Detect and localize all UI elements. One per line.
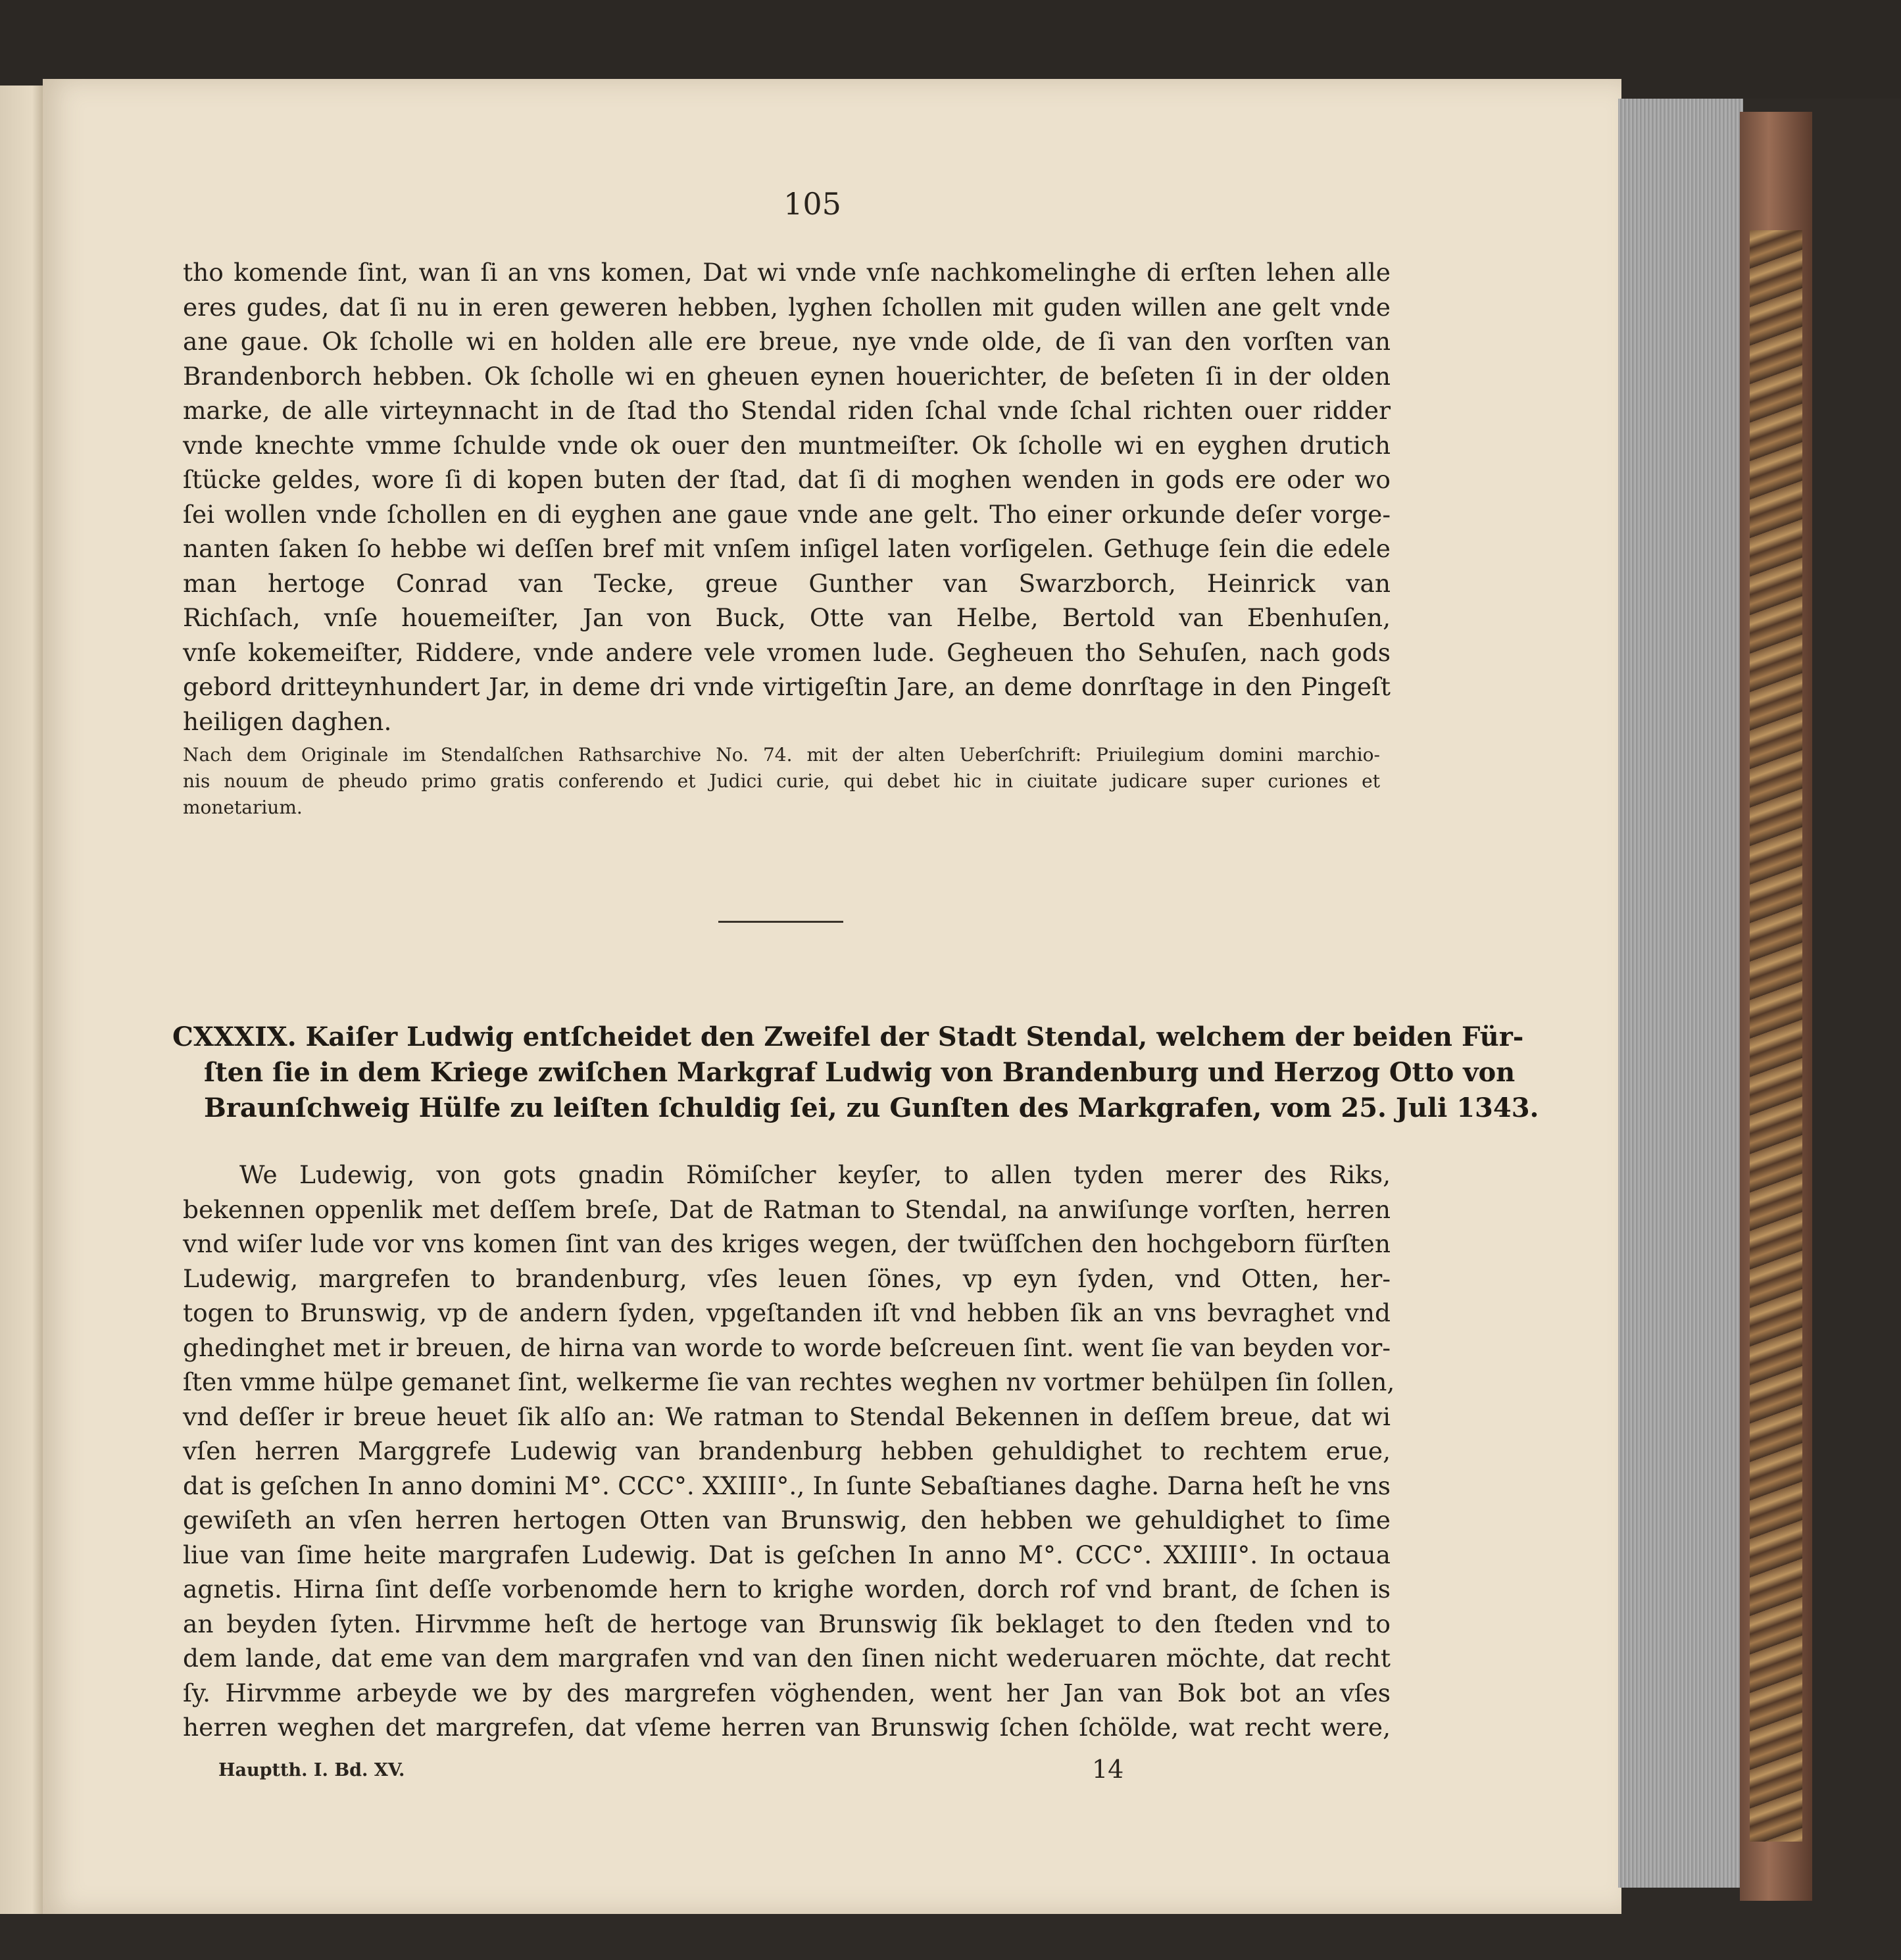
text-line: agnetis. Hirna ſint deſſe vorbenomde hern to krighe worden, dorch rof vnd brant, de ſchen is <box>183 1575 1391 1604</box>
text-line: Richſach, vnſe houemeiſter, Jan von Buck, Otte van Helbe, Bertold van Ebenhuſen, <box>183 603 1391 632</box>
page-number: 105 <box>783 186 841 222</box>
text-line: eres gudes, dat ſi nu in eren geweren hebben, lyghen ſchollen mit guden willen ane gelt vnde <box>183 292 1391 322</box>
text-line: man hertoge Conrad van Tecke, greue Gunther van Swarzborch, Heinrick van <box>183 568 1391 598</box>
text-line: vnſe kokemeiſter, Riddere, vnde andere vele vromen lude. Gegheuen tho Sehuſen, nach gods <box>183 637 1391 667</box>
paragraph-charter-text <box>183 1158 1395 1745</box>
note-line: Nach dem Originale im Stendalſchen Rathsarchive No. 74. mit der alten Ueberſchrift: Priuilegium domini marchio- <box>183 744 1380 766</box>
text-line: heiligen daghen. <box>183 706 392 736</box>
heading-line: Braunſchweig Hülfe zu leiſten ſchuldig ſei, zu Gunſten des Markgrafen, vom 25. Juli 1343. <box>204 1092 1539 1123</box>
text-line: tho komende ſint, wan ſi an vns komen, Dat wi vnde vnſe nachkomelinghe di erſten lehen alle <box>183 258 1391 287</box>
footer-sheet-number: 14 <box>1092 1755 1124 1784</box>
document-heading <box>172 1019 1539 1126</box>
paragraph-charter-end <box>183 255 1391 739</box>
text-line: vſen herren Marggrefe Ludewig van brandenburg hebben gehuldighet to rechtem erue, <box>183 1436 1391 1465</box>
text-line: dat is geſchen In anno domini M°. CCC°. XXIIII°., In ſunte Sebaſtianes daghe. Darna heſt he vns <box>183 1471 1391 1500</box>
text-line: togen to Brunswig, vp de andern ſyden, vpgeſtanden iſt vnd hebben ſik an vns bevraghet vnd <box>183 1298 1391 1327</box>
text-line: gebord dritteynhundert Jar, in deme dri vnde virtigeſtin Jare, an deme donrſtage in den Pingeſt <box>183 672 1391 701</box>
text-line: herren weghen det margrefen, dat vſeme herren van Brunswig ſchen ſchölde, wat recht were, <box>183 1713 1391 1742</box>
text-line: liue van ſime heite margrafen Ludewig. Dat is geſchen In anno M°. CCC°. XXIIII°. In octaua <box>183 1540 1391 1569</box>
text-line: bekennen oppenlik met deſſem breſe, Dat de Ratman to Stendal, na anwiſunge vorſten, herren <box>183 1194 1391 1224</box>
text-line: Ludewig, margrefen to brandenburg, vſes leuen ſönes, vp eyn ſyden, vnd Otten, her- <box>183 1263 1391 1293</box>
text-line: gewiſeth an vſen herren hertogen Otten van Brunswig, den hebben we gehuldighet to ſime <box>183 1506 1391 1534</box>
left-page-edge <box>0 86 46 1914</box>
text-line: ane gaue. Ok ſcholle wi en holden alle ere breue, nye vnde olde, de ſi van den vorſten van <box>183 327 1391 356</box>
text-line: vnd deſſer ir breue heuet ſik alſo an: We ratman to Stendal Bekennen in deſſem breue, dat wi <box>183 1402 1391 1431</box>
text-line: vnde knechte vmme ſchulde vnde ok ouer den muntmeiſter. Ok ſcholle wi en eyghen drutich <box>183 430 1391 460</box>
footer-signature: Hauptth. I. Bd. XV. <box>218 1760 405 1780</box>
text-line: an beyden ſyten. Hirvmme heſt de hertoge van Brunswig ſik beklaget to den ſteden vnd to <box>183 1609 1391 1638</box>
marbled-cover-pattern <box>1750 230 1802 1842</box>
note-line: nis nouum de pheudo primo gratis conferendo et Judici curie, qui debet hic in ciuitate judicare super curiones et <box>183 770 1380 792</box>
text-line: nanten ſaken ſo hebbe wi deſſen bref mit vnſem inſigel laten vorſigelen. Gethuge ſein die edele <box>183 534 1391 563</box>
text-line: We Ludewig, von gots gnadin Römiſcher keyſer, to allen tyden merer des Riks, <box>239 1160 1391 1189</box>
text-line: ghedinghet met ir breuen, de hirna van worde to worde beſcreuen ſint. went ſie van beyden vor- <box>183 1333 1391 1362</box>
text-line: ſtücke geldes, wore ſi di kopen buten der ſtad, dat ſi di moghen wenden in gods ere oder wo <box>183 465 1391 494</box>
text-line: marke, de alle virteynnacht in de ſtad tho Stendal riden ſchal vnde ſchal richten ouer ridder <box>183 396 1391 425</box>
note-line: monetarium. <box>183 796 303 818</box>
heading-line: CXXXIX. Kaiſer Ludwig entſcheidet den Zweifel der Stadt Stendal, welchem der beiden Für- <box>172 1021 1524 1052</box>
text-line: ſten vmme hülpe gemanet ſint, welkerme ſie van rechtes weghen nv vortmer behülpen ſin ſollen, <box>183 1367 1395 1396</box>
heading-line: ſten ſie in dem Kriege zwiſchen Markgraf Ludwig von Brandenburg und Herzog Otto von <box>204 1057 1516 1088</box>
text-line: vnd wiſer lude vor vns komen ſint van des kriges wegen, der twüſſchen den hochgeborn fürſten <box>183 1229 1391 1258</box>
text-line: dem lande, dat eme van dem margrafen vnd van den ſinen nicht wederuaren möchte, dat recht <box>183 1644 1391 1673</box>
page-edges-stack <box>1618 99 1743 1888</box>
source-note <box>183 742 1380 821</box>
text-line: Brandenborch hebben. Ok ſcholle wi en gheuen eynen houerichter, de beſeten ſi in der olden <box>183 361 1391 391</box>
text-line: ſei wollen vnde ſchollen en di eyghen ane gaue vnde ane gelt. Tho einer orkunde deſer vorge- <box>183 499 1391 529</box>
text-line: ſy. Hirvmme arbeyde we by des margrefen vöghenden, went her Jan van Bok bot an vſes <box>183 1678 1391 1707</box>
section-divider <box>718 921 843 923</box>
